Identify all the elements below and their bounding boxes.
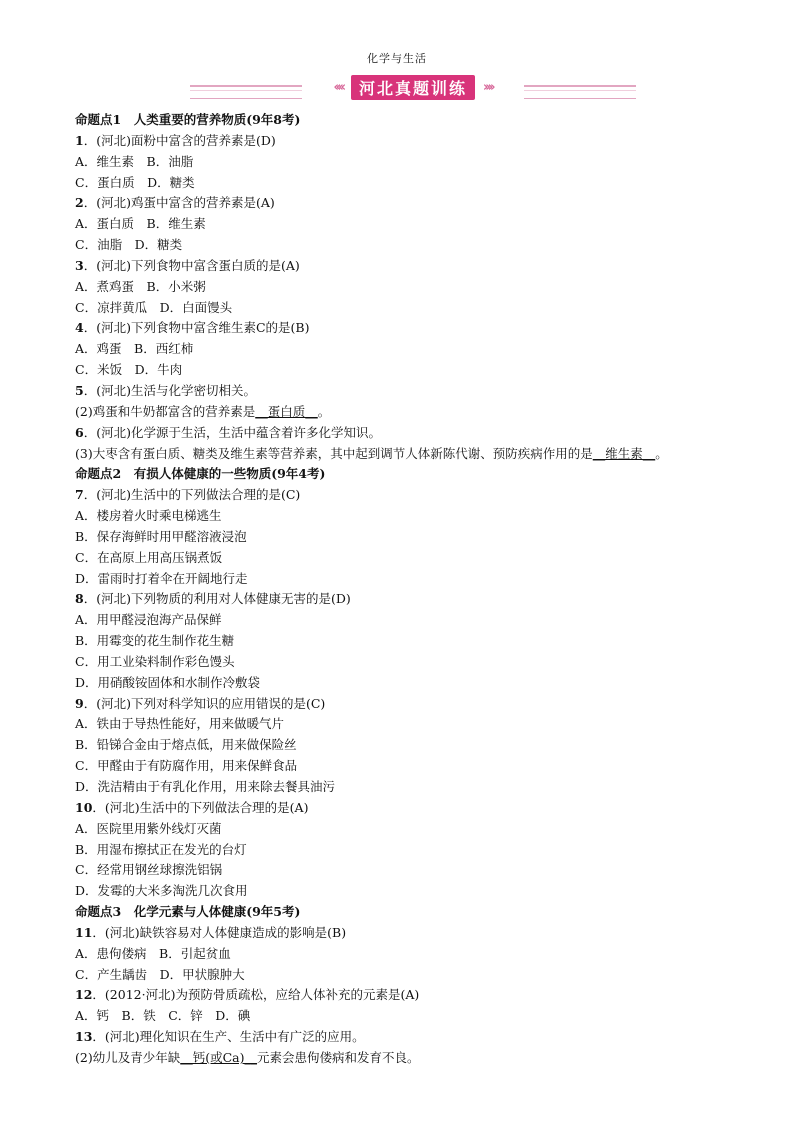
option-text: B．铅锑合金由于熔点低，用来做保险丝 bbox=[75, 737, 297, 753]
fill-prefix: (2)幼儿及青少年缺 bbox=[75, 1049, 181, 1065]
question-number: 13 bbox=[75, 1029, 93, 1045]
option-text: A．用甲醛浸泡海产品保鲜 bbox=[75, 612, 222, 628]
question-text: ．(河北)下列食物中富含维生素C的是(B) bbox=[83, 320, 310, 336]
answer-options bbox=[75, 881, 755, 902]
question-text: ．(河北)面粉中富含的营养素是(D) bbox=[83, 132, 276, 148]
answer-options bbox=[75, 235, 755, 256]
answer-options bbox=[75, 610, 755, 631]
fill-suffix: 。 bbox=[317, 403, 331, 419]
answer-options bbox=[75, 714, 755, 735]
answer-options bbox=[75, 277, 755, 298]
right-chevrons-icon: ›››› bbox=[483, 80, 493, 95]
fill-in-answer bbox=[75, 1048, 755, 1069]
question-text: ．(河北)生活与化学密切相关。 bbox=[83, 382, 256, 398]
question-stem bbox=[75, 923, 755, 944]
fill-suffix: 。 bbox=[655, 445, 668, 461]
answer-options bbox=[75, 756, 755, 777]
option-text: A．鸡蛋 B．西红柿 bbox=[75, 341, 194, 357]
section-heading bbox=[75, 464, 755, 485]
question-number: 8 bbox=[75, 591, 84, 607]
question-text: ．(河北)生活中的下列做法合理的是(A) bbox=[92, 799, 309, 815]
question-stem bbox=[75, 256, 755, 277]
question-stem bbox=[75, 381, 755, 402]
answer-options bbox=[75, 548, 755, 569]
answer-options bbox=[75, 944, 755, 965]
answer-options bbox=[75, 860, 755, 881]
question-stem bbox=[75, 694, 755, 715]
option-text: A．患佝偻病 B．引起贫血 bbox=[75, 945, 231, 961]
option-text: B．保存海鲜时用甲醛溶液浸泡 bbox=[75, 528, 247, 544]
fill-answer-blank: __蛋白质__ bbox=[255, 403, 318, 419]
question-number: 4 bbox=[75, 320, 84, 336]
fill-prefix: (2)鸡蛋和牛奶都富含的营养素是 bbox=[75, 403, 256, 419]
fill-suffix: 元素会患佝偻病和发育不良。 bbox=[257, 1049, 420, 1065]
question-stem bbox=[75, 589, 755, 610]
question-number: 6 bbox=[75, 424, 84, 440]
option-text: D．洗洁精由于有乳化作用，用来除去餐具油污 bbox=[75, 779, 336, 794]
option-text: B．用湿布擦拭正在发光的台灯 bbox=[75, 841, 247, 857]
question-text: ．(河北)鸡蛋中富含的营养素是(A) bbox=[83, 195, 275, 211]
question-stem bbox=[75, 193, 755, 214]
answer-options bbox=[75, 819, 755, 840]
question-stem bbox=[75, 985, 755, 1006]
question-number: 12 bbox=[75, 987, 93, 1003]
section-heading-text: 命题点1 人类重要的营养物质(9年8考) bbox=[75, 112, 301, 127]
option-text: D．用硝酸铵固体和水制作冷敷袋 bbox=[75, 674, 261, 690]
section-heading-text: 命题点3 化学元素与人体健康(9年5考) bbox=[75, 904, 301, 920]
answer-options bbox=[75, 360, 755, 381]
option-text: A．煮鸡蛋 B．小米粥 bbox=[75, 278, 206, 294]
option-text: C．甲醛由于有防腐作用，用来保鲜食品 bbox=[75, 758, 298, 774]
running-head: 化学与生活 bbox=[367, 52, 427, 65]
answer-options bbox=[75, 527, 755, 548]
answer-options bbox=[75, 298, 755, 319]
answer-options bbox=[75, 840, 755, 861]
section-heading-text: 命题点2 有损人体健康的一些物质(9年4考) bbox=[75, 466, 326, 482]
question-number: 9 bbox=[75, 695, 84, 711]
question-text: ．(河北)化学源于生活，生活中蕴含着许多化学知识。 bbox=[83, 424, 381, 440]
question-number: 3 bbox=[75, 257, 84, 273]
question-number: 5 bbox=[75, 382, 84, 398]
left-chevrons-icon: ‹‹‹‹ bbox=[333, 80, 343, 95]
question-text: ．(河北)生活中的下列做法合理的是(C) bbox=[83, 487, 301, 503]
option-text: B．用霉变的花生制作花生糖 bbox=[75, 633, 235, 649]
option-text: A．楼房着火时乘电梯逃生 bbox=[75, 508, 222, 524]
section-heading bbox=[75, 902, 755, 923]
answer-options bbox=[75, 173, 755, 194]
option-text: A．钙 B．铁 C．锌 D．碘 bbox=[75, 1008, 251, 1024]
option-text: A．维生素 B．油脂 bbox=[75, 153, 194, 169]
answer-options bbox=[75, 735, 755, 756]
option-text: C．用工业染料制作彩色馒头 bbox=[75, 653, 235, 669]
option-text: A．蛋白质 B．维生素 bbox=[75, 216, 206, 232]
question-stem bbox=[75, 485, 755, 506]
option-text: C．在高原上用高压锅煮饭 bbox=[75, 549, 223, 565]
answer-options bbox=[75, 506, 755, 527]
question-text: ．(河北)下列对科学知识的应用错误的是(C) bbox=[83, 695, 326, 711]
question-number: 1 bbox=[75, 132, 84, 148]
answer-options bbox=[75, 631, 755, 652]
option-text: D．雷雨时打着伞在开阔地行走 bbox=[75, 570, 248, 586]
question-text: ．(河北)下列物质的利用对人体健康无害的是(D) bbox=[83, 591, 351, 607]
fill-in-answer bbox=[75, 444, 755, 465]
question-number: 11 bbox=[75, 924, 93, 940]
option-text: A．铁由于导热性能好，用来做暖气片 bbox=[75, 716, 285, 732]
option-text: C．米饭 D．牛肉 bbox=[75, 362, 183, 378]
question-stem bbox=[75, 423, 755, 444]
answer-options bbox=[75, 152, 755, 173]
fill-in-answer bbox=[75, 402, 755, 423]
question-list bbox=[75, 110, 755, 1069]
answer-options bbox=[75, 965, 755, 986]
fill-prefix: (3)大枣含有蛋白质、糖类及维生素等营养素，其中起到调节人体新陈代谢、预防疾病作用的是 bbox=[75, 445, 593, 461]
question-stem bbox=[75, 131, 755, 152]
option-text: C．经常用钢丝球擦洗铝锅 bbox=[75, 862, 223, 878]
question-text: ．(河北)理化知识在生产、生活中有广泛的应用。 bbox=[92, 1029, 365, 1045]
answer-options bbox=[75, 673, 755, 694]
option-text: D．发霉的大米多淘洗几次食用 bbox=[75, 883, 248, 899]
answer-options bbox=[75, 214, 755, 235]
answer-options bbox=[75, 652, 755, 673]
question-number: 2 bbox=[75, 195, 84, 211]
section-heading bbox=[75, 110, 755, 131]
option-text: C．油脂 D．糖类 bbox=[75, 237, 183, 253]
option-text: A．医院里用紫外线灯灭菌 bbox=[75, 820, 222, 836]
banner-title: 河北真题训练 bbox=[351, 75, 475, 100]
answer-options bbox=[75, 1006, 755, 1027]
question-text: ．(河北)下列食物中富含蛋白质的是(A) bbox=[83, 257, 300, 273]
fill-answer-blank: __维生素__ bbox=[592, 445, 656, 461]
question-stem bbox=[75, 798, 755, 819]
answer-options bbox=[75, 777, 755, 798]
section-banner bbox=[190, 74, 636, 102]
question-stem bbox=[75, 318, 755, 339]
option-text: C．产生龋齿 D．甲状腺肿大 bbox=[75, 966, 245, 982]
question-stem bbox=[75, 1027, 755, 1048]
question-number: 7 bbox=[75, 487, 84, 503]
question-text: ．(2012·河北)为预防骨质疏松，应给人体补充的元素是(A) bbox=[92, 987, 420, 1003]
answer-options bbox=[75, 569, 755, 590]
fill-answer-blank: __钙(或Ca)__ bbox=[180, 1049, 257, 1065]
question-number: 10 bbox=[75, 799, 93, 815]
option-text: C．蛋白质 D．糖类 bbox=[75, 174, 195, 190]
option-text: C．凉拌黄瓜 D．白面馒头 bbox=[75, 299, 233, 315]
answer-options bbox=[75, 339, 755, 360]
question-text: ．(河北)缺铁容易对人体健康造成的影响是(B) bbox=[92, 924, 347, 940]
